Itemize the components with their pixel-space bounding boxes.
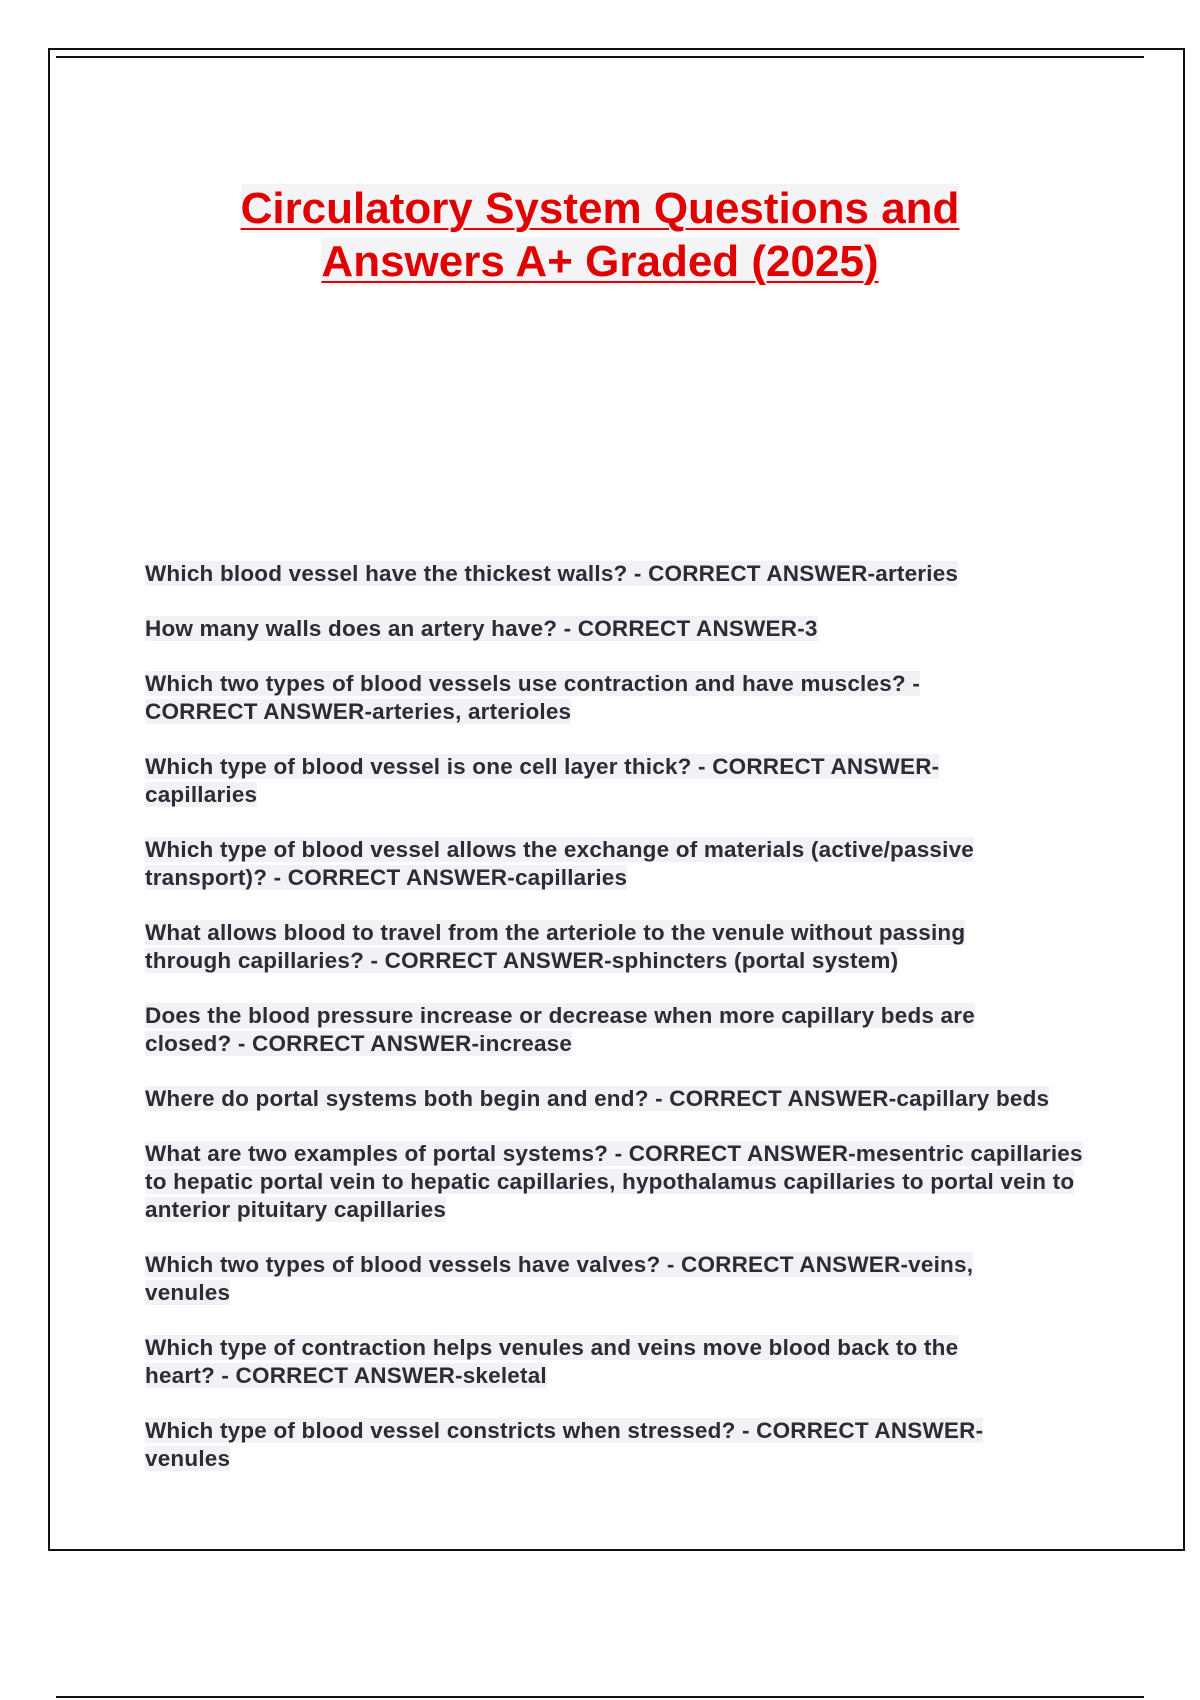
qa-item: [145, 1334, 1025, 1390]
top-rule: [56, 56, 1144, 58]
qa-list: [145, 560, 1095, 1473]
qa-item: [145, 1140, 1095, 1224]
qa-item: [145, 919, 1045, 975]
qa-text: Which two types of blood vessels have valves? - CORRECT ANSWER-veins, venules: [145, 1252, 974, 1305]
qa-text: Does the blood pressure increase or decrease when more capillary beds are closed? - CORRECT ANSWER-increase: [145, 1003, 975, 1056]
qa-text: What allows blood to travel from the arteriole to the venule without passing through capillaries? - CORRECT ANSWER-sphincters (portal system): [145, 920, 966, 973]
qa-text: Which type of blood vessel constricts when stressed? - CORRECT ANSWER-venules: [145, 1418, 984, 1471]
title-line-1: Circulatory System Questions and: [240, 184, 960, 233]
qa-item: [145, 1002, 1065, 1058]
qa-item: [145, 1251, 1045, 1307]
qa-text: Which blood vessel have the thickest walls? - CORRECT ANSWER-arteries: [145, 561, 959, 586]
qa-text: Which type of blood vessel allows the exchange of materials (active/passive transport)? - CORRECT ANSWER-capillaries: [145, 837, 975, 890]
qa-item: [145, 560, 1045, 588]
qa-item: [145, 1417, 1065, 1473]
qa-text: Which type of blood vessel is one cell layer thick? - CORRECT ANSWER-capillaries: [145, 754, 940, 807]
bottom-rule: [56, 1696, 1144, 1698]
qa-text: Which type of contraction helps venules and veins move blood back to the heart? - CORRECT ANSWER-skeletal: [145, 1335, 959, 1388]
qa-item: [145, 836, 1045, 892]
document-title: [190, 182, 1010, 288]
qa-item: [145, 753, 1025, 809]
title-line-2: Answers A+ Graded (2025): [321, 237, 879, 286]
qa-text: Which two types of blood vessels use contraction and have muscles? - CORRECT ANSWER-arteries, arterioles: [145, 671, 921, 724]
qa-item: [145, 1085, 1065, 1113]
qa-item: [145, 615, 1045, 643]
qa-text: Where do portal systems both begin and end? - CORRECT ANSWER-capillary beds: [145, 1086, 1050, 1111]
qa-text: How many walls does an artery have? - CORRECT ANSWER-3: [145, 616, 818, 641]
qa-text: What are two examples of portal systems? - CORRECT ANSWER-mesentric capillaries to hepatic portal vein to hepatic capillaries, hypothalamus capillaries to portal vein to anterior pituitary capillaries: [145, 1141, 1083, 1222]
qa-item: [145, 670, 1005, 726]
